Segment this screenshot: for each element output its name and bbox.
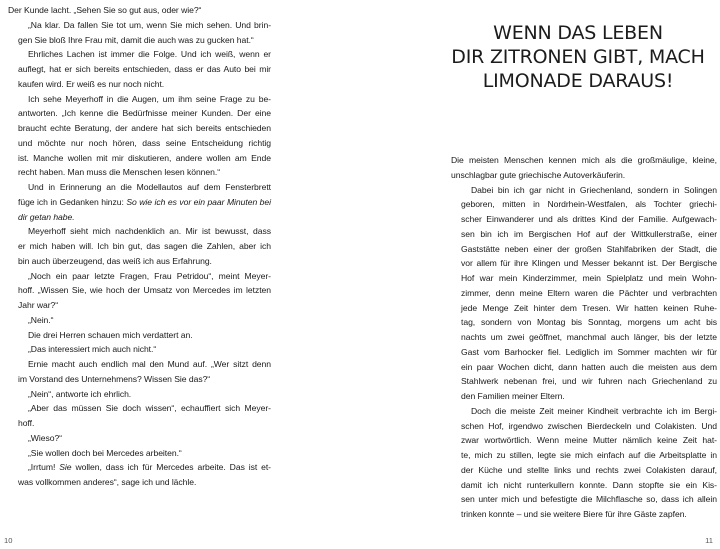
text-line: Hof war mein Kinderzimmer, mein Spielplatz und mein Wohn- (461, 273, 717, 283)
text-line: Gast vom Barhocker fiel. Lediglich im Sommer machten wir für (461, 346, 717, 357)
text-line: Meyerhoff sieht mich nachdenklich an. Mir ist bewusst, dass (28, 226, 271, 237)
text-line: schen Hof, irgendwo zwischen Bierdeckeln und Colakisten. Und (461, 420, 717, 431)
paragraph (8, 387, 271, 402)
text-line: sen bin ich im Bergischen Hof auf der Wittkullerstraße, einer (461, 228, 717, 239)
text-line: den Familien meiner Eltern. (461, 391, 565, 401)
text-line: trinken konnte – und sie weitere Biere für ihre Gäste zapfen. (461, 509, 687, 519)
text-line: antworten. „Ich kenne die Bedürfnisse meiner Kunden. Der eine (18, 108, 271, 119)
text-line: „Nein.“ (28, 314, 54, 325)
text-line: ein paar Wochen dicht, dann hatten auch die meisten aus dem (461, 361, 717, 372)
text-line: Und in Erinnerung an die Modellautos auf dem Fensterbrett (28, 182, 271, 192)
text-line: was vollkommen anderes“, sage ich und lächle. (18, 477, 197, 487)
paragraph (8, 269, 271, 313)
text-line (8, 195, 271, 210)
paragraph (8, 180, 271, 224)
text-line: vor allem für ihre Klingen und Messer bekannt ist. Der Bergische (461, 258, 717, 269)
paragraph (8, 328, 271, 343)
text-line: im Vorstand des Unternehmens? Wissen Sie das?“ (18, 373, 211, 384)
chapter-title-line: LIMONADE DARAUS! (482, 69, 674, 92)
text-line: Gaststätte neben einer der großen Stahlfabriken der Stadt, die (461, 243, 717, 254)
left-page-body (8, 3, 271, 490)
text-line: „Aber das müssen Sie doch wissen“, echauffiert sich Meyer- (28, 403, 271, 414)
paragraph (8, 92, 271, 181)
text-line: Doch die meiste Zeit meiner Kindheit verbrachte ich im Bergi- (471, 405, 717, 416)
paragraph (8, 357, 271, 387)
text-run: wollen, dass ich für Mercedes arbeite. Das ist et- (75, 462, 271, 473)
text-line: Die meisten Menschen kennen mich als die großmäulige, kleine, (451, 155, 717, 165)
text-line: zimmer, denn meine Eltern waren die Pächter und verbrachten (461, 287, 717, 298)
paragraph (8, 460, 271, 490)
text-line: nachts um zwei geöffnet, manchmal auch länger, bis der letzte (461, 332, 717, 342)
paragraph (451, 183, 717, 404)
chapter-title (436, 21, 720, 93)
text-line: Die drei Herren schauen mich verdattert an. (28, 329, 193, 340)
text-line: scher Einwanderer und als drittes Kind der Familie. Aufgewach- (461, 214, 717, 224)
paragraph (451, 404, 717, 522)
chapter-title-line: DIR ZITRONEN GIBT, MACH (451, 45, 705, 68)
text-run: „Irrtum! (28, 462, 60, 473)
chapter-title-line: WENN DAS LEBEN (493, 21, 663, 44)
text-line: braucht echte Beratung, der andere hat sich bereits entschieden (18, 123, 271, 133)
italic-word: Sie (59, 462, 72, 473)
right-page-body (451, 153, 717, 522)
text-line: „Wieso?“ (28, 432, 62, 443)
text-line: unschlagbar gute griechische Autoverkäuferin. (451, 169, 626, 180)
text-line: bin auch überzeugend, das weiß ich aus Erfahrung. (18, 255, 212, 266)
text-line: damit ich nicht runterkullern konnte. Dann stopfte sie ein Kis- (461, 479, 717, 490)
text-line: auflegt, hat er sich bereits entschieden, dass er das Auto bei mir (18, 64, 271, 74)
paragraph (8, 342, 271, 357)
text-line: hoff. „Wissen Sie, wie hoch der Umsatz von Mercedes im letzten (18, 285, 271, 296)
text-run: füge ich in Gedanken hinzu: (18, 196, 127, 207)
right-page (360, 0, 720, 549)
text-line: „Noch ein paar letzte Fragen, Frau Petridou“, meint Meyer- (28, 270, 271, 281)
text-line: recht haben. Man muss die Menschen lesen können.“ (18, 167, 221, 178)
text-line: und möchte nur noch hören, dass seine Entscheidung richtig (18, 137, 271, 148)
paragraph (451, 153, 717, 183)
text-line: gen Sie bloß Ihre Frau mit, damit die auch was zu gucken hat.“ (18, 34, 254, 45)
text-line: zwar wortwörtlich. Wenn meine Mutter nämlich keine Zeit hat- (461, 435, 717, 446)
text-line: tag, sondern von Montag bis Sonntag, morgens um acht bis (461, 317, 717, 328)
text-line: Der Kunde lacht. „Sehen Sie so gut aus, oder wie?“ (8, 5, 202, 15)
text-line: kaufen wird. Er weiß es nur noch nicht. (18, 78, 165, 89)
text-line: jede Menge Zeit hinter dem Tresen. Wir hatten keinen Ruhe- (461, 302, 717, 313)
italic-thought: So wie ich es vor ein paar Minuten bei (126, 196, 271, 207)
text-line: „Das interessiert mich auch nicht.“ (28, 344, 157, 355)
text-line: Ernie macht auch endlich mal den Mund auf. „Wer sitzt denn (28, 359, 271, 369)
text-line: Ich sehe Meyerhoff in die Augen, um ihm seine Frage zu be- (28, 93, 271, 104)
italic-thought-end: dir getan habe. (18, 211, 75, 222)
page-number: 11 (705, 536, 713, 545)
text-line: sen unter mich und befestigte die Milchflasche so, dass ich allein (461, 494, 717, 505)
text-line: „Na klar. Da fallen Sie tot um, wenn Sie mich sehen. Und brin- (28, 19, 271, 30)
text-line: er mich haben will. Ich bin gut, das sagen die Zahlen, aber ich (18, 241, 271, 251)
paragraph (8, 313, 271, 328)
text-line: Dabei bin ich gar nicht in Griechenland, sondern in Solingen (471, 184, 717, 195)
text-line: Ehrliches Lachen ist immer die Folge. Und ich weiß, wenn er (28, 49, 271, 60)
text-line: te, mich zu stillen, legte sie mich einfach auf die Arbeitsplatte in (461, 450, 717, 460)
text-line: „Sie wollen doch bei Mercedes arbeiten.“ (28, 447, 182, 458)
text-line: „Nein“, antworte ich ehrlich. (28, 388, 132, 399)
text-line: ist. Manche wollen mit mir diskutieren, andere wollen am Ende (18, 152, 271, 163)
paragraph (8, 446, 271, 461)
text-line: der Küche und stellte links und rechts zwei Colakisten darauf, (461, 464, 717, 475)
paragraph (8, 224, 271, 268)
page-number: 10 (4, 536, 13, 545)
text-line: hoff. (18, 418, 35, 428)
paragraph (8, 431, 271, 446)
paragraph (8, 18, 271, 48)
paragraph (8, 401, 271, 431)
text-line (8, 460, 271, 475)
paragraph (8, 3, 271, 18)
text-line: Stahlwerk nebenan frei, und wir fuhren nach Griechenland zu (461, 376, 717, 387)
text-line: Jahr war?“ (18, 300, 59, 310)
text-line: geboren, mitten in Nordrhein-Westfalen, als Tochter griechi- (461, 199, 717, 210)
paragraph (8, 47, 271, 91)
